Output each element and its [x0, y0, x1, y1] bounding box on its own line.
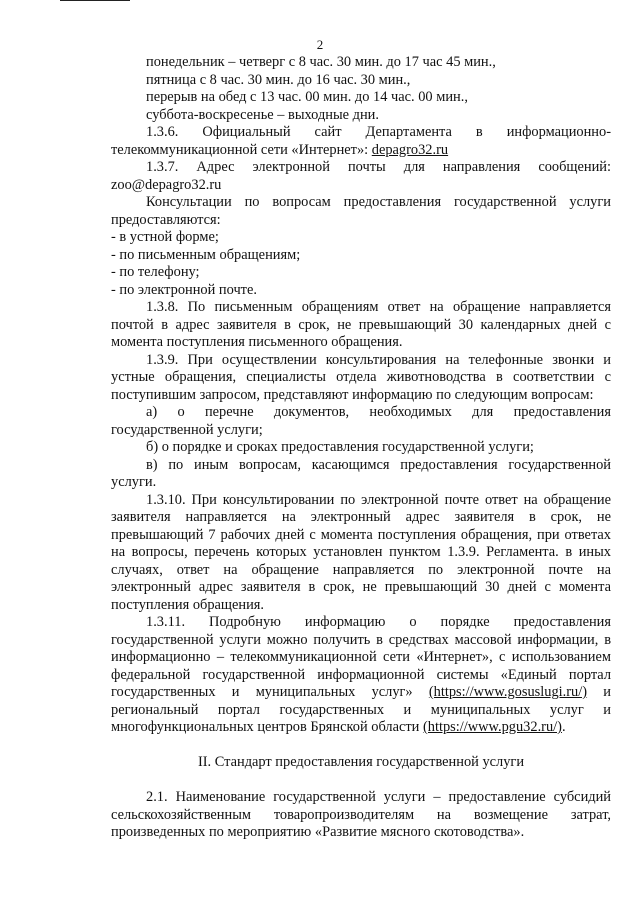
schedule-line: суббота-воскресенье – выходные дни. — [146, 106, 379, 123]
list-item: - по телефону; — [111, 264, 200, 280]
schedule-line: понедельник – четверг с 8 час. 30 мин. до 17 час 45 мин., — [146, 54, 496, 70]
list-item: б) о порядке и сроках предоставления государственной услуги; — [146, 439, 534, 455]
paragraph-1-3-8: 1.3.8. По письменным обращениям ответ на обращение направляется почтой в адрес заявителя в срок, не превышающий 30 календарных дней с момента поступления письменного обращения. — [111, 299, 611, 350]
website-link[interactable]: depagro32.ru — [371, 141, 449, 158]
page-number: 2 — [316, 37, 324, 52]
list-item: - по электронной почте. — [111, 281, 257, 298]
paragraph-1-3-9: 1.3.9. При осуществлении консультирования на телефонные звонки и устные обращения, специалисты отдела животноводства в соответствии с поступившим запросом, представляют информацию по следующим вопросам: — [111, 351, 611, 403]
spacer — [111, 737, 611, 755]
gosuslugi-link[interactable]: (https://www.gosuslugi.ru/) — [428, 684, 588, 700]
document-page — [111, 54, 611, 842]
section-title: II. Стандарт предоставления государственной услуги — [197, 754, 525, 770]
paragraph-text: и региональный портал государственных и муниципальных услуг и многофункциональных центров Брянской области — [111, 684, 611, 735]
paragraph-1-3-6 — [111, 124, 611, 159]
paragraph-1-3-11 — [111, 614, 611, 737]
consultation-forms-list — [111, 229, 611, 299]
paragraph-text: . — [561, 719, 566, 735]
paragraph-2-1: 2.1. Наименование государственной услуги – предоставление субсидий сельскохозяйственным товаропроизводителям на возмещение затрат, произведенных по мероприятию «Развитие мясного скотоводства». — [111, 789, 611, 840]
paragraph-text: 1.3.11. Подробную информацию о порядке предоставления государственной услуги можно получить в средствах массовой информации, в информационно – телекоммуникационной сети «Интернет», с использованием федеральной государственной информационной системы «Единый портал государственных и муниципальных услуг» — [111, 614, 611, 700]
list-item: - в устной форме; — [111, 229, 219, 245]
schedule-line: пятница с 8 час. 30 мин. до 16 час. 30 мин., — [146, 71, 411, 88]
list-item: а) о перечне документов, необходимых для предоставления государственной услуги; — [111, 404, 611, 438]
list-item: - по письменным обращениям; — [111, 246, 301, 263]
spacer — [111, 772, 611, 790]
paragraph-1-3-7: 1.3.7. Адрес электронной почты для направления сообщений: zoo@depagro32.ru — [111, 159, 611, 193]
header-rule — [60, 0, 130, 1]
paragraph-1-3-10: 1.3.10. При консультировании по электронной почте ответ на обращение заявителя направляется на электронный адрес заявителя в срок, не превышающий 7 рабочих дней с момента поступления обращения, при ответах на вопросы, перечень которых установлен пунктом 1.3.9. Регламента. в иных случаях, ответ на обращение направляется по электронной почте на электронный адрес заявителя в срок, не превышающий 30 дней с момента поступления обращения. — [111, 491, 611, 613]
list-item: в) по иным вопросам, касающимся предоставления государственной услуги. — [111, 456, 611, 490]
schedule-line: перерыв на обед с 13 час. 00 мин. до 14 час. 00 мин., — [146, 89, 468, 105]
pgu32-link[interactable]: (https://www.pgu32.ru/) — [422, 719, 562, 735]
consultation-intro: Консультации по вопросам предоставления государственной услуги предоставляются: — [111, 194, 611, 228]
work-schedule — [111, 54, 611, 124]
paragraph-text: 1.3.6. Официальный сайт Департамента в информационно-телекоммуникационной сети «Интернет»: — [111, 124, 611, 158]
